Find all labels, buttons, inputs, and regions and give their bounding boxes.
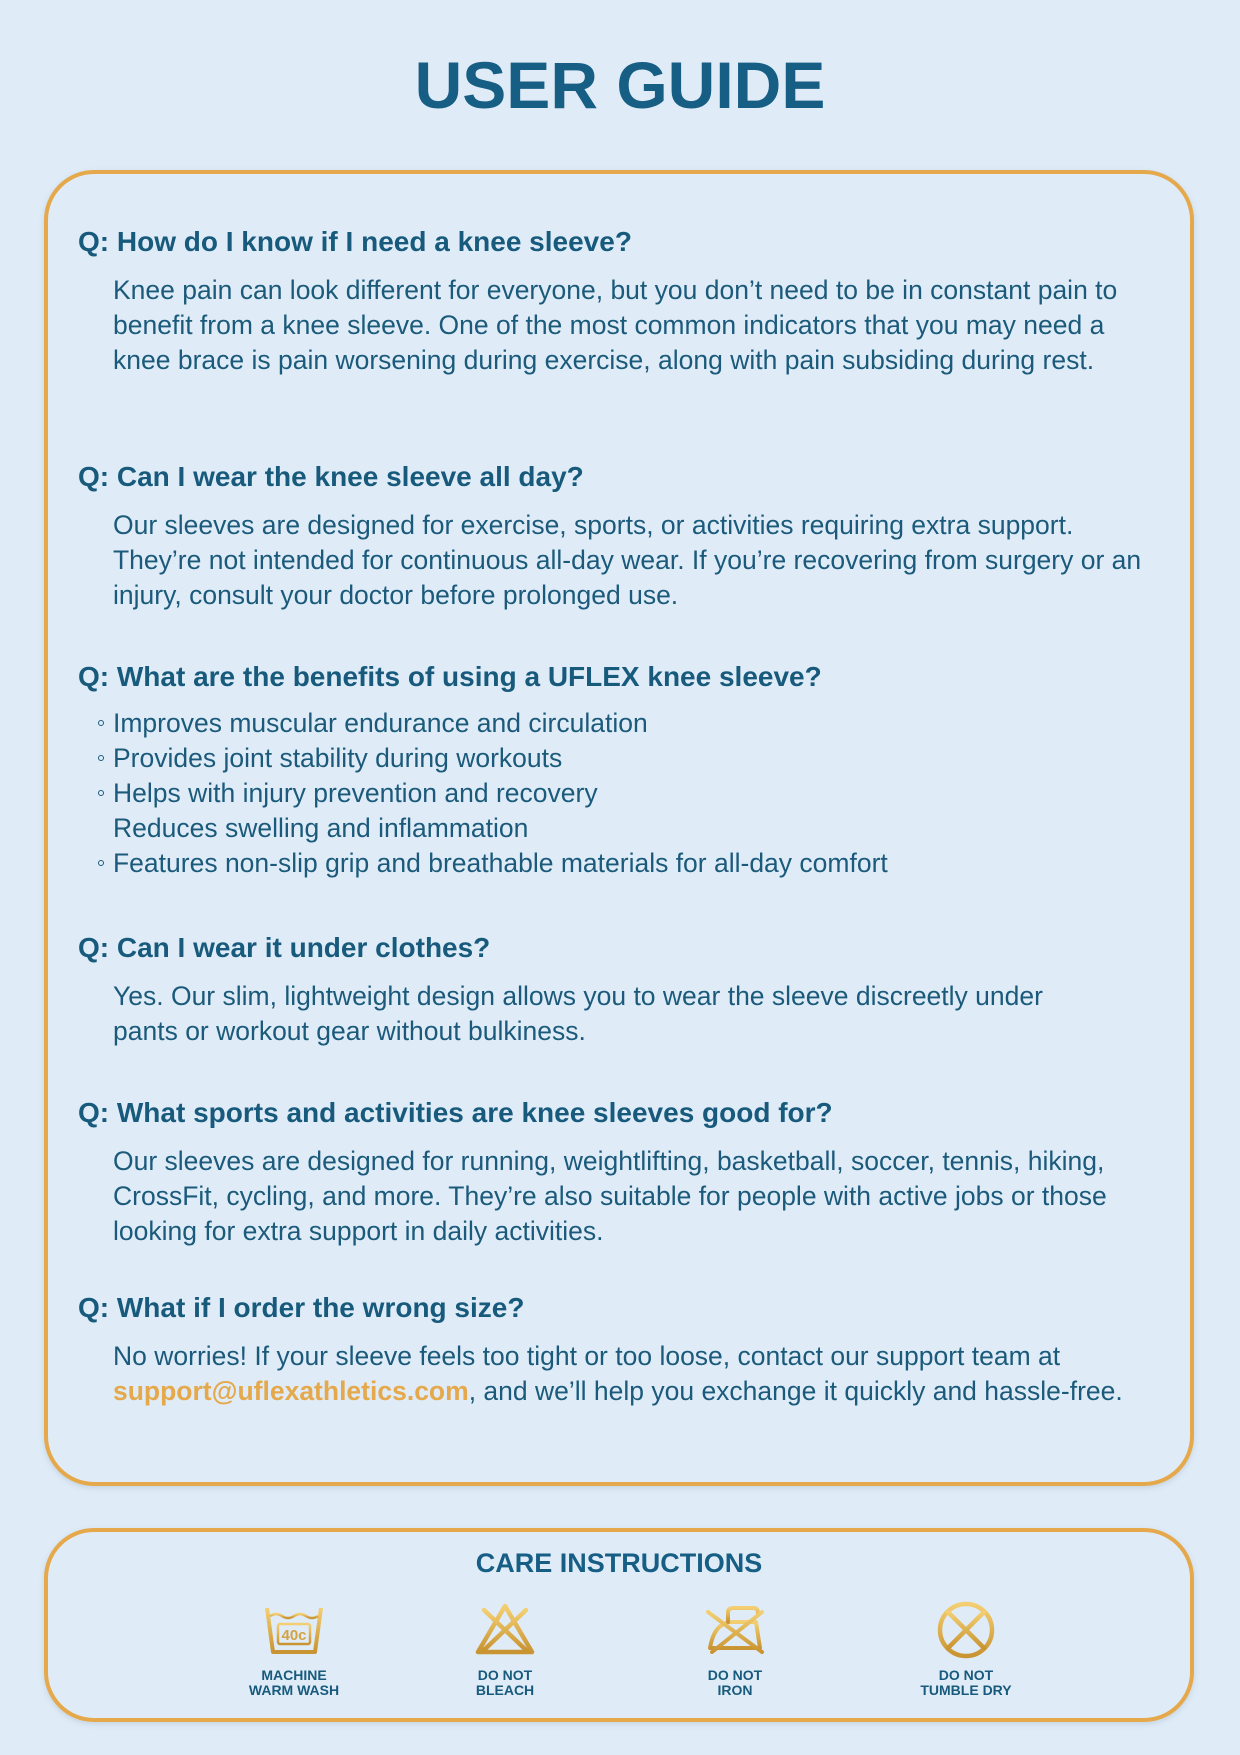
care-item-do-not-tumble-dry bbox=[876, 1600, 1056, 1698]
faq-answer: Our sleeves are designed for exercise, sports, or activities requiring extra support. They’re not intended for continuous all-day wear. If you’re recovering from surgery or an injury, consult your doctor before prolonged use. bbox=[113, 510, 1142, 610]
faq-question: Q: How do I know if I need a knee sleeve? bbox=[78, 226, 632, 257]
faq-question: Q: What if I order the wrong size? bbox=[78, 1292, 525, 1323]
care-label: DO NOT BLEACH bbox=[475, 1667, 535, 1698]
svg-text:40c: 40c bbox=[281, 1627, 307, 1644]
faq-question: Q: Can I wear it under clothes? bbox=[78, 932, 491, 963]
faq-item-wrong-size bbox=[78, 1291, 1168, 1409]
faq-question: Q: What sports and activities are knee sleeves good for? bbox=[78, 1097, 833, 1128]
care-instructions-panel bbox=[44, 1528, 1194, 1722]
list-item: Provides joint stability during workouts bbox=[98, 741, 1168, 776]
list-item: Helps with injury prevention and recovery bbox=[98, 776, 1168, 811]
do-not-tumble-dry-icon bbox=[931, 1600, 1001, 1660]
faq-answer: Yes. Our slim, lightweight design allows you to wear the sleeve discreetly under pants or workout gear without bulkiness. bbox=[113, 981, 1043, 1046]
bullet-icon bbox=[98, 790, 104, 796]
care-label: DO NOT IRON bbox=[707, 1667, 763, 1698]
faq-item-sports bbox=[78, 1096, 1168, 1249]
care-label: DO NOT TUMBLE DRY bbox=[920, 1667, 1012, 1698]
list-item: Reduces swelling and inflammation bbox=[113, 813, 529, 843]
machine-wash-40c-icon bbox=[259, 1600, 329, 1660]
faq-answer: Knee pain can look different for everyone, but you don’t need to be in constant pain to benefit from a knee sleeve. One of the most common indicators that you may need a knee brace is pain worsening during exercise, along with pain subsiding during rest. bbox=[113, 275, 1118, 375]
faq-panel bbox=[44, 170, 1194, 1486]
do-not-bleach-icon bbox=[470, 1600, 540, 1660]
faq-answer: No worries! If your sleeve feels too tight or too loose, contact our support team at support@uflexathletics.com, and we’ll help you exchange it quickly and hassle-free. bbox=[113, 1341, 1123, 1406]
care-item-do-not-bleach bbox=[415, 1600, 595, 1698]
care-title: CARE INSTRUCTIONS bbox=[475, 1548, 763, 1578]
page-title: USER GUIDE bbox=[414, 48, 826, 122]
care-label: MACHINE WARM WASH bbox=[248, 1667, 340, 1698]
benefits-list bbox=[78, 706, 1168, 881]
faq-question: Q: Can I wear the knee sleeve all day? bbox=[78, 461, 584, 492]
do-not-iron-icon bbox=[700, 1600, 770, 1660]
care-item-do-not-iron bbox=[645, 1600, 825, 1698]
faq-item-under-clothes bbox=[78, 931, 1168, 1049]
list-item: Features non-slip grip and breathable materials for all-day comfort bbox=[98, 846, 1168, 881]
care-item-machine-wash bbox=[204, 1600, 384, 1698]
faq-item-all-day bbox=[78, 460, 1168, 613]
faq-item-benefits bbox=[78, 660, 1168, 881]
faq-answer: Our sleeves are designed for running, weightlifting, basketball, soccer, tennis, hiking, CrossFit, cycling, and more. They’re also suitable for people with active jobs or those looking for extra support in daily activities. bbox=[113, 1146, 1107, 1246]
bullet-icon bbox=[98, 720, 104, 726]
faq-item-need-sleeve bbox=[78, 225, 1168, 378]
bullet-icon bbox=[98, 860, 104, 866]
list-item: Improves muscular endurance and circulation bbox=[98, 706, 1168, 741]
faq-question: Q: What are the benefits of using a UFLEX knee sleeve? bbox=[78, 661, 822, 692]
bullet-icon bbox=[98, 755, 104, 761]
support-email-link[interactable]: support@uflexathletics.com bbox=[113, 1376, 469, 1406]
